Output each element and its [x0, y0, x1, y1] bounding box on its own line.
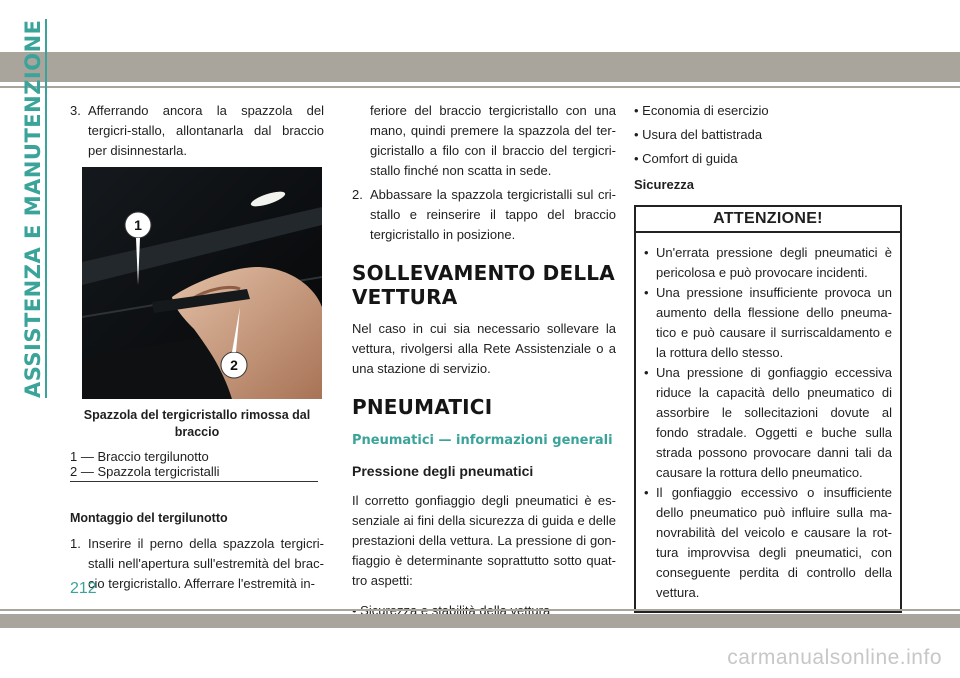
footer-rule: [0, 609, 960, 611]
callout-2: 2: [230, 357, 238, 373]
wiper-illustration: [82, 167, 322, 399]
heading-tyres-info: Pneumatici — informazioni generali: [352, 433, 613, 448]
step-number: 2.: [352, 187, 363, 202]
bullet-icon: •: [644, 365, 649, 380]
bullet-icon: •: [644, 285, 649, 300]
heading-tyres: PNEUMATICI: [352, 395, 493, 419]
step-text: Abbassare la spazzola tergicristalli sul cri-stallo e reinserire il tappo del braccio tergicristallo in posizione.: [370, 187, 616, 242]
footer-band: [0, 614, 960, 628]
subsection-title-safety: Sicurezza: [634, 177, 694, 192]
warning-body: [636, 233, 900, 611]
warning-title: ATTENZIONE!: [636, 207, 900, 233]
warning-item: • Una pressione insufficiente provoca un aumento della flessione dello pneuma-tico e può causare il surriscaldamento e la rottura dello stesso.: [644, 285, 892, 360]
step-number: 3.: [70, 103, 81, 118]
column-right: [634, 101, 902, 613]
heading-tyre-pressure: Pressione degli pneumatici: [352, 463, 534, 479]
legend-item-1: 1 — Braccio tergilunotto: [70, 449, 209, 464]
bullet-comfort: • Comfort di guida: [634, 151, 738, 166]
step-text: feriore del braccio tergicristallo con una mano, quindi premere la spazzola del ter-gicristallo a filo con il braccio del tergicri-stallo finché non scatta in sede.: [370, 103, 616, 178]
legend-item-2: 2 — Spazzola tergicristalli: [70, 464, 220, 479]
step-text: Afferrando ancora la spazzola del tergicri-stallo, allontanarla dal braccio per disinnestarla.: [88, 103, 324, 158]
step-number: 1.: [70, 536, 81, 551]
warning-box: [634, 205, 902, 613]
top-margin: [0, 0, 960, 52]
subsection-title-mounting: Montaggio del tergilunotto: [70, 511, 228, 525]
legend-divider: [70, 481, 318, 482]
warning-item: • Un'errata pressione degli pneumatici è pericolosa e può provocare incidenti.: [644, 245, 892, 280]
warning-item: • Una pressione di gonfiaggio eccessiva riduce la capacità dello pneumatico di assorbire le sollecitazioni dovute al fondo stradale. Oggetti e buche sulla strada possono provocare danni tali da causare la rottura dello pneumatico.: [644, 365, 892, 480]
bullet-icon: •: [644, 485, 649, 500]
bullet-icon: •: [644, 245, 649, 260]
paragraph-lifting: Nel caso in cui sia necessario sollevare la vettura, rivolgersi alla Rete Assistenziale o a una stazione di servizio.: [352, 321, 616, 376]
warning-item: • Il gonfiaggio eccessivo o insufficiente dello pneumatico può influire sulla ma-novrabilità del veicolo e causare la rot-tura improvvisa degli pneumatici, con conseguente perdita di controllo della vettura.: [644, 485, 892, 600]
step-3: [70, 101, 324, 161]
site-watermark: carmanualsonline.info: [727, 646, 942, 669]
step-1: [70, 534, 324, 594]
callout-1: 1: [134, 217, 142, 233]
bullet-economy: • Economia di esercizio: [634, 103, 769, 118]
header-rule: [0, 86, 960, 88]
section-side-title: ASSISTENZA E MANUTENZIONE: [21, 19, 45, 398]
header-band: [0, 52, 960, 82]
figure-caption: Spazzola del tergicristallo rimossa dal braccio: [83, 408, 311, 439]
figure-legend: [70, 449, 324, 482]
step-2: [352, 185, 616, 245]
column-middle: [352, 101, 616, 621]
column-left: [70, 101, 324, 594]
step-text: Inserire il perno della spazzola tergicri-stalli nell'apertura sull'estremità del brac-cio tergicristallo. Afferrare l'estremità in-: [88, 536, 324, 591]
wiper-photo: [82, 167, 322, 399]
heading-lifting: SOLLEVAMENTO DELLA VETTURA: [352, 261, 615, 309]
step-1-continued: [352, 101, 616, 181]
page-number: 212: [70, 580, 97, 597]
paragraph-tyre-pressure: Il corretto gonfiaggio degli pneumatici è es-senziale ai fini della sicurezza di guida e delle prestazioni della vettura. La pressione di gon-fiaggio è determinante soprattutto sotto quat-tro aspetti:: [352, 493, 616, 588]
bullet-tread-wear: • Usura del battistrada: [634, 127, 763, 142]
